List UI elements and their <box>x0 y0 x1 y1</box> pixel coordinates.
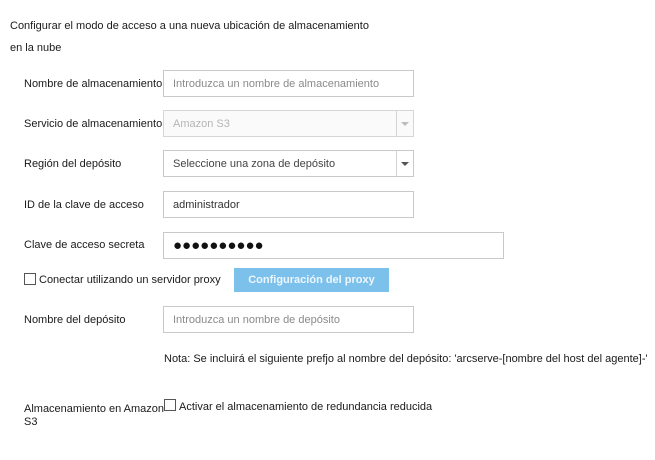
secret-access-key-label: Clave de acceso secreta <box>24 239 145 251</box>
proxy-checkbox[interactable] <box>24 273 36 285</box>
secret-access-key-input[interactable]: ●●●●●●●●●● <box>163 232 504 259</box>
proxy-checkbox-label[interactable]: Conectar utilizando un servidor proxy <box>39 274 221 286</box>
bucket-name-input[interactable] <box>163 306 414 333</box>
s3-storage-label-line2: S3 <box>24 416 38 428</box>
s3-storage-label-line1: Almacenamiento en Amazon <box>24 403 165 415</box>
dialog-title-line2: en la nube <box>10 42 62 54</box>
storage-name-input[interactable] <box>163 70 414 97</box>
bucket-name-label: Nombre del depósito <box>24 314 126 326</box>
bucket-region-label: Región del depósito <box>24 158 122 170</box>
storage-service-value: Amazon S3 <box>173 117 230 130</box>
access-key-id-label: ID de la clave de acceso <box>24 199 144 211</box>
storage-service-label: Servicio de almacenamiento <box>24 118 163 130</box>
bucket-prefix-note: Nota: Se incluirá el siguiente prefjo al nombre del depósito: 'arcserve-[nombre del host del agente]-' <box>164 353 648 365</box>
access-key-id-input[interactable] <box>163 191 414 218</box>
proxy-settings-button[interactable]: Configuración del proxy <box>234 268 389 292</box>
dialog-title-line1: Configurar el modo de acceso a una nueva ubicación de almacenamiento <box>10 20 369 32</box>
bucket-region-value: Seleccione una zona de depósito <box>173 157 336 170</box>
storage-name-label: Nombre de almacenamiento <box>24 78 163 90</box>
bucket-region-select[interactable] <box>163 150 414 177</box>
reduced-redundancy-checkbox[interactable] <box>164 399 176 411</box>
reduced-redundancy-label[interactable]: Activar el almacenamiento de redundancia reducida <box>179 401 433 413</box>
chevron-down-icon[interactable] <box>396 151 413 176</box>
storage-service-select <box>163 110 414 137</box>
chevron-down-icon <box>396 111 413 136</box>
